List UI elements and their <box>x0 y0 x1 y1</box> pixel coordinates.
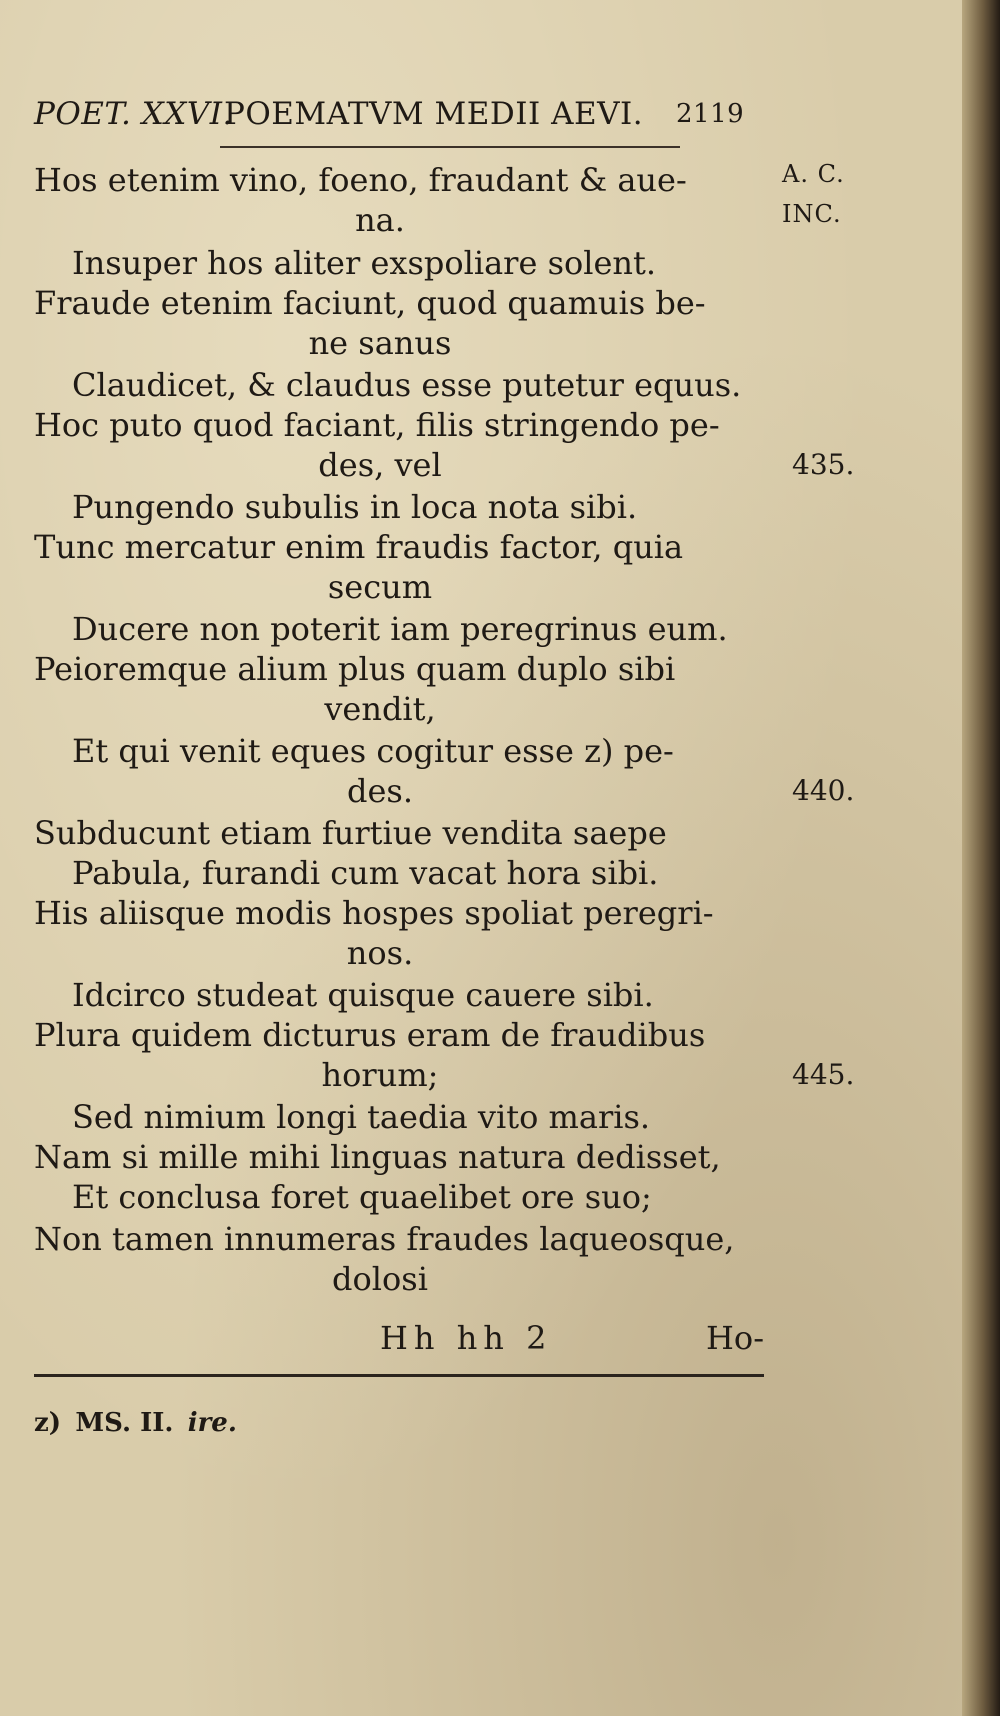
line-number: 445. <box>792 1058 855 1091</box>
line-number: 435. <box>792 448 855 481</box>
footnote-reading: ire. <box>187 1408 237 1438</box>
verse-line: Hoc puto quod faciant, filis stringendo pe- <box>34 406 720 444</box>
verse-line: Fraude etenim faciunt, quod quamuis be- <box>34 284 706 322</box>
page-edge <box>962 0 1000 1716</box>
verse-continuation: horum; <box>321 1056 439 1094</box>
verse-continuation: des, vel <box>318 446 442 484</box>
verse-line: Plura quidem dicturus eram de fraudibus <box>34 1016 706 1054</box>
verse-line: Et conclusa foret quaelibet ore suo; <box>72 1178 652 1216</box>
verse-line: Idcirco studeat quisque cauere sibi. <box>72 976 654 1014</box>
verse-line: Pabula, furandi cum vacat hora sibi. <box>72 854 659 892</box>
verse-line: Insuper hos aliter exspoliare solent. <box>72 244 657 282</box>
verse-line: Ducere non poterit iam peregrinus eum. <box>72 610 728 648</box>
verse-line: His aliisque modis hospes spoliat peregri- <box>34 894 714 932</box>
verse-continuation: vendit, <box>324 690 436 728</box>
catchword: Ho- <box>706 1319 764 1357</box>
verse-continuation: des. <box>346 772 413 810</box>
verse-line: Et qui venit eques cogitur esse z) pe- <box>72 732 674 770</box>
verse-line: Claudicet, & claudus esse putetur equus. <box>72 366 742 404</box>
verse-line: Peioremque alium plus quam duplo sibi <box>34 650 676 688</box>
margin-date-line-1: A. C. <box>782 160 845 188</box>
verse-line: Non tamen innumeras fraudes laqueosque, <box>34 1220 735 1258</box>
verse-continuation: secum <box>327 568 433 606</box>
verse-line: Hos etenim vino, foeno, fraudant & aue- <box>34 161 687 199</box>
signature-line <box>34 1318 764 1358</box>
verse-line: Nam si mille mihi linguas natura dedisset, <box>34 1138 721 1176</box>
header-rule <box>220 146 680 148</box>
footnote-source: MS. II. <box>75 1408 174 1438</box>
page-number: 2119 <box>676 99 745 129</box>
verse-continuation: dolosi <box>332 1260 428 1298</box>
verse-continuation: na. <box>355 201 405 239</box>
verse-line: Pungendo subulis in loca nota sibi. <box>72 488 638 526</box>
verse-continuation: nos. <box>346 934 414 972</box>
verse-line: Subducunt etiam furtiue vendita saepe <box>34 814 667 852</box>
line-number: 440. <box>792 774 855 807</box>
verse-line: Tunc mercatur enim fraudis factor, quia <box>34 528 684 566</box>
header-section-label: POET. XXVI. <box>34 96 233 132</box>
verse-continuation: ne sanus <box>308 324 452 362</box>
verse-line: Sed nimium longi taedia vito maris. <box>72 1098 651 1136</box>
signature-mark: Hh hh 2 <box>380 1319 553 1357</box>
margin-date-line-2: INC. <box>782 200 842 228</box>
header-title: POEMATVM MEDII AEVI. <box>224 96 644 132</box>
footnote <box>34 1408 237 1438</box>
footnote-mark: z) <box>34 1408 62 1438</box>
footnote-rule <box>34 1374 764 1377</box>
